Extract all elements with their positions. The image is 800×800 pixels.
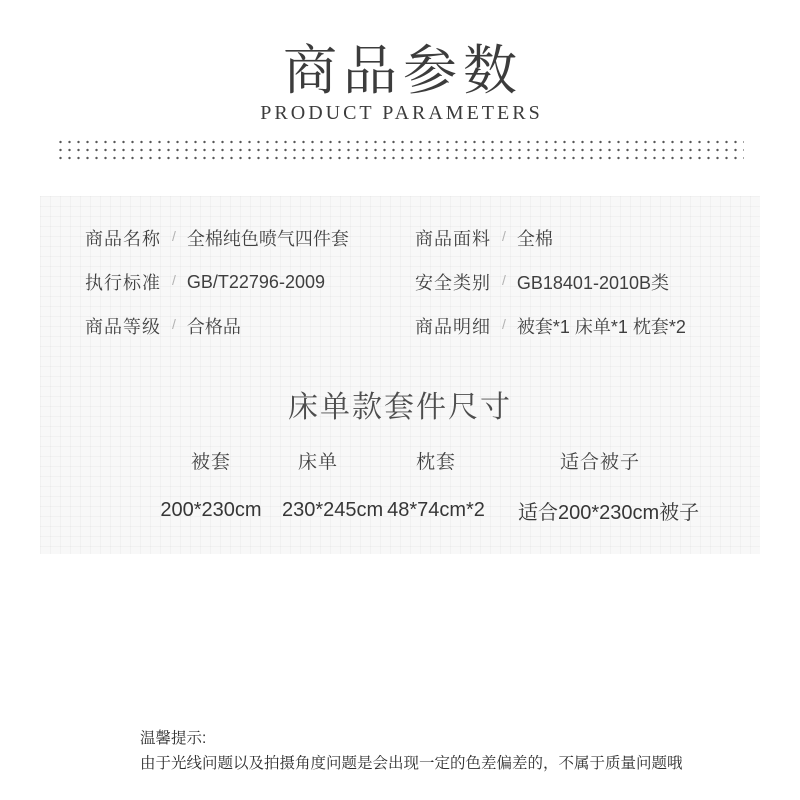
slash-separator: / (172, 228, 176, 244)
size-column-header-sheet: 床单 (297, 451, 338, 473)
slash-separator: / (502, 316, 506, 332)
size-value-duvet-cover: 200*230cm (160, 498, 262, 521)
info-label: 商品名称 (85, 229, 161, 249)
size-value-fits-duvet: 适合200*230cm被子 (518, 501, 700, 524)
info-value: 被套*1 床单*1 枕套*2 (516, 317, 686, 337)
slash-separator: / (172, 316, 176, 332)
size-table-header-row (40, 442, 760, 478)
size-value-pillowcase: 48*74cm*2 (387, 498, 485, 521)
info-row-safety-class (415, 260, 760, 304)
size-section-title: 床单款套件尺寸 (288, 391, 512, 424)
info-value: 合格品 (186, 317, 241, 337)
size-column-header-duvet-cover: 被套 (190, 451, 231, 473)
info-label: 商品面料 (415, 229, 491, 249)
page-title: 商品参数 (283, 41, 523, 101)
info-row-fabric (415, 216, 760, 260)
product-info-grid (40, 216, 760, 348)
size-column-header-pillowcase: 枕套 (415, 451, 456, 473)
info-value: 全棉纯色喷气四件套 (186, 229, 349, 249)
info-row-product-name (85, 216, 415, 260)
size-value-sheet: 230*245cm (282, 498, 384, 521)
info-label: 商品等级 (85, 317, 161, 337)
info-label: 执行标准 (85, 273, 161, 293)
info-row-standard (85, 260, 415, 304)
page-subtitle: PRODUCT PARAMETERS (260, 102, 543, 124)
dotted-divider (56, 138, 744, 161)
slash-separator: / (172, 272, 176, 288)
warm-tip-title: 温馨提示: (140, 730, 207, 747)
warm-tip (140, 726, 683, 776)
size-table-value-row (40, 492, 760, 528)
slash-separator: / (502, 272, 506, 288)
slash-separator: / (502, 228, 506, 244)
size-table (40, 442, 760, 528)
info-value: 全棉 (516, 229, 553, 249)
info-value: GB18401-2010B类 (516, 273, 669, 293)
info-label: 商品明细 (415, 317, 491, 337)
info-row-detail (415, 304, 760, 348)
size-column-header-fits-duvet: 适合被子 (559, 451, 640, 473)
info-value: GB/T22796-2009 (186, 271, 325, 292)
info-row-grade (85, 304, 415, 348)
info-label: 安全类别 (415, 273, 491, 293)
warm-tip-body: 由于光线问题以及拍摄角度问题是会出现一定的色差偏差的，不属于质量问题哦 (140, 755, 683, 772)
product-info-panel (40, 196, 760, 554)
